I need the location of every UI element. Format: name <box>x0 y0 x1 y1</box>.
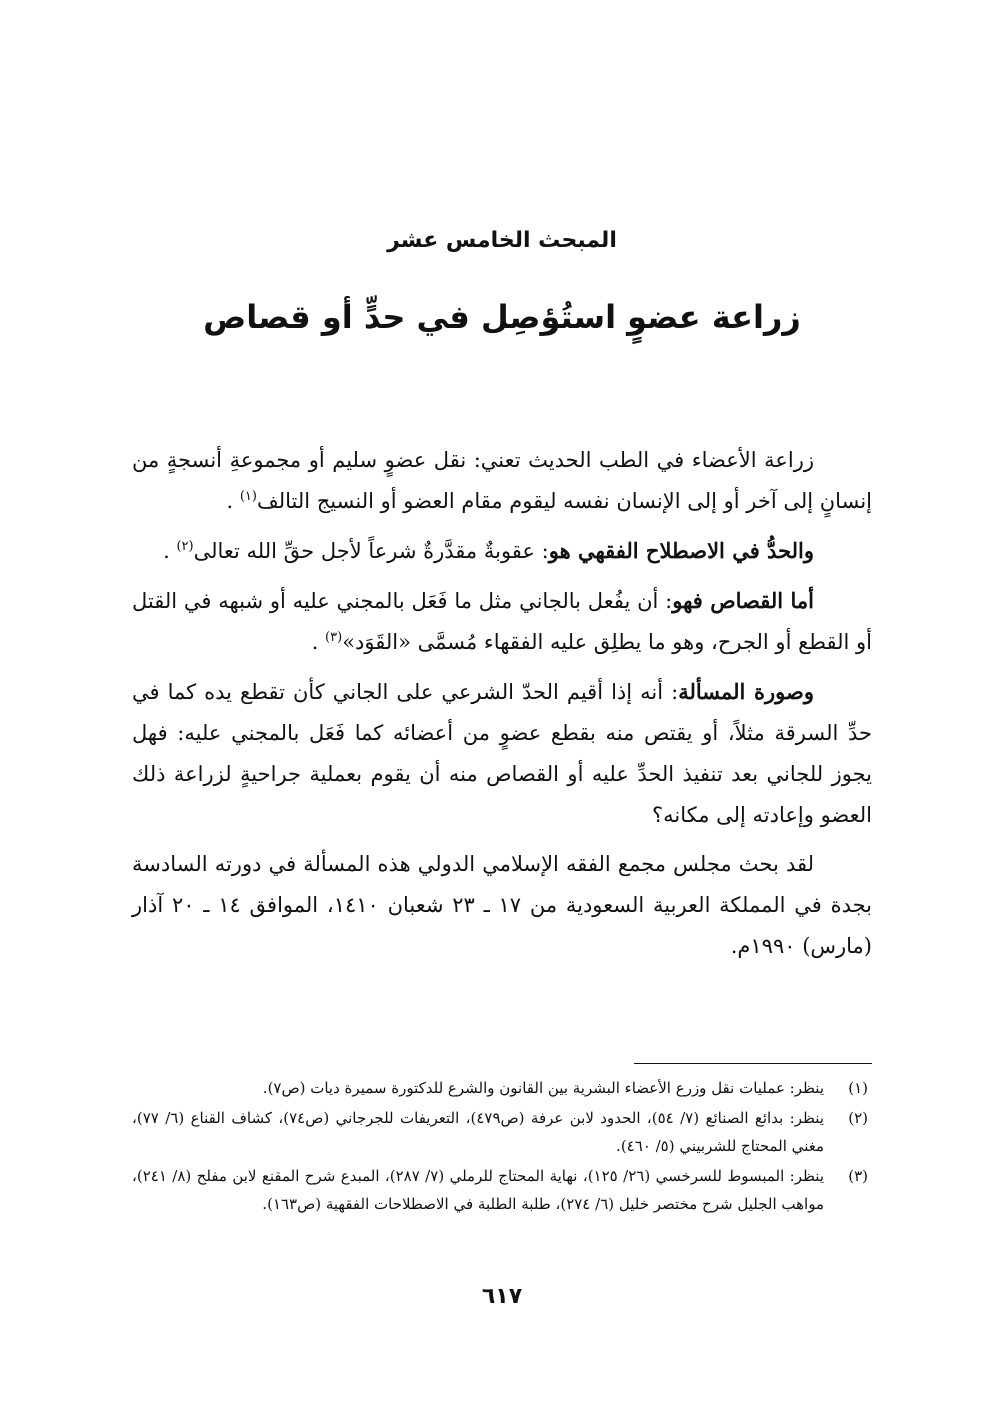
paragraph-text: زراعة الأعضاء في الطب الحديث تعني: نقل عضوٍ سليم أو مجموعةِ أنسجةٍ من إنسانٍ إلى آخر أو إلى الإنسان نفسه ليقوم مقام العضو أو النسيج التالف <box>132 448 872 513</box>
paragraph-text: : أنه إذا أقيم الحدّ الشرعي على الجاني كأن تقطع يده كما في حدِّ السرقة مثلاً، أو يقتص منه بقطع عضوٍ من أعضائه كما فَعَل بالمجني عليه: فهل يجوز للجاني بعد تنفيذ الحدِّ عليه أو القصاص منه أن يقوم بعملية جراحيةٍ لزراعة ذلك العضو وإعادته إلى مكانه؟ <box>132 680 872 827</box>
paragraph-definition-qisas <box>132 580 872 663</box>
page-number: ٦١٧ <box>481 1284 523 1309</box>
paragraph-end: . <box>311 630 326 654</box>
section-subtitle: المبحث الخامس عشر <box>387 228 617 253</box>
footnote-text: ينظر: عمليات نقل وزرع الأعضاء البشرية بين القانون والشرع للدكتورة سميرة ديات (ص٧). <box>262 1079 824 1097</box>
footnote-ref-3: (٣) <box>325 630 343 645</box>
footnote-number: (٣) <box>848 1167 868 1185</box>
footnote-text: ينظر: المبسوط للسرخسي (٢٦/ ١٢٥)، نهاية المحتاج للرملي (٧/ ٢٨٧)، المبدع شرح المقنع لابن مفلح (٨/ ٢٤١)، مواهب الجليل شرح مختصر خليل (٦/ ٢٧٤)، طلبة الطلبة في الاصطلاحات الفقهية (ص١٦٣). <box>132 1167 825 1213</box>
paragraph-end: . <box>226 489 240 513</box>
footnote-number: (١) <box>848 1079 868 1097</box>
body-text <box>132 440 872 975</box>
paragraph-council-session <box>132 844 872 967</box>
footnote-text: ينظر: بدائع الصنائع (٧/ ٥٤)، الحدود لابن عرفة (ص٤٧٩)، التعريفات للجرجاني (ص٧٤)، كشاف القناع (٦/ ٧٧)، مغني المحتاج للشربيني (٥/ ٤٦٠). <box>132 1109 824 1155</box>
paragraph-definition-hadd <box>132 530 872 572</box>
footnote-ref-1: (١) <box>239 489 257 504</box>
paragraph-case-description <box>132 671 872 836</box>
footnote-1 <box>132 1074 872 1102</box>
footnotes <box>132 1074 872 1220</box>
paragraph-text: لقد بحث مجلس مجمع الفقه الإسلامي الدولي هذه المسألة في دورته السادسة بجدة في المملكة العربية السعودية من ١٧ ـ ٢٣ شعبان ١٤١٠، الموافق ١٤ ـ ٢٠ آذار (مارس) ١٩٩٠م. <box>132 852 873 958</box>
footnote-3 <box>132 1162 872 1218</box>
section-title: زراعة عضوٍ استُؤصِل في حدٍّ أو قصاص <box>203 298 801 336</box>
paragraph-lead: وصورة المسألة <box>678 679 814 704</box>
footnote-ref-2: (٢) <box>176 539 194 554</box>
paragraph-lead: والحدُّ في الاصطلاح الفقهي هو <box>548 538 814 563</box>
paragraph-text: : عقوبةٌ مقدَّرةٌ شرعاً لأجل حقِّ الله تعالى <box>193 539 549 563</box>
paragraph-lead: أما القصاص فهو <box>672 588 814 613</box>
paragraph-end: . <box>163 539 177 563</box>
paragraph-text: : أن يفُعل بالجاني مثل ما فَعَل بالمجني عليه أو شبهه في القتل أو القطع أو الجرح، وهو ما يطلِق عليه الفقهاء مُسمَّى «القَوَد» <box>132 589 872 654</box>
footnote-number: (٢) <box>848 1109 868 1127</box>
paragraph-definition-transplant <box>132 440 872 522</box>
footnote-separator <box>634 1063 872 1064</box>
footnote-2 <box>132 1104 872 1160</box>
